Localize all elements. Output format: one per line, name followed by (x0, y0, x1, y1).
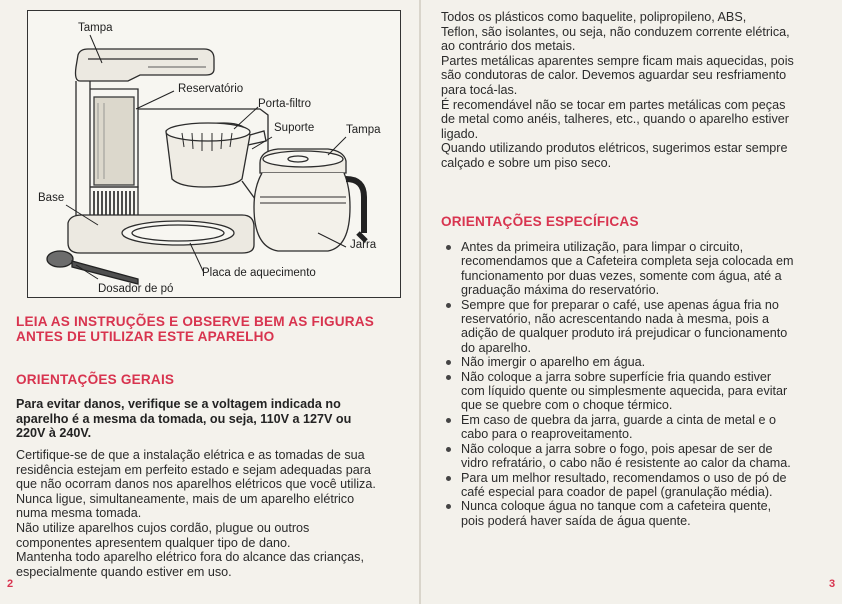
bullet-line: Não imergir o aparelho em água. (461, 355, 646, 370)
left-page (0, 0, 419, 604)
bullet-dot-icon (446, 447, 451, 452)
bullet-line: vidro refratário, o cabo não é resistente ao calor da chama. (461, 456, 791, 471)
label-tampa-jarra: Tampa (346, 124, 381, 136)
bullet-dot-icon (446, 418, 451, 423)
bullet-line: Para um melhor resultado, recomendamos o uso de pó de (461, 470, 787, 485)
bullet-line: adição de qualquer produto irá prejudicar o funcionamento (461, 326, 788, 341)
bullet-line: Não coloque a jarra sobre o fogo, pois apesar de ser de (461, 441, 773, 456)
coffee-maker-illustration (28, 11, 400, 297)
warning-heading: LEIA AS INSTRUÇÕES E OBSERVE BEM AS FIGURAS ANTES DE UTILIZAR ESTE APARELHO (16, 314, 375, 344)
bullet-line: recomendamos que a Cafeteira completa seja colocada em (461, 254, 794, 269)
bullet-line: pois poderá haver saída de água quente. (461, 513, 691, 528)
page-number-right: 3 (829, 578, 836, 590)
label-reservatorio: Reservatório (178, 83, 244, 95)
bullet-line: que se quebre com o choque térmico. (461, 398, 673, 413)
label-tampa-top: Tampa (78, 22, 113, 34)
intro-line: ligado. (441, 126, 479, 141)
intro-line: ao contrário dos metais. (441, 39, 576, 54)
label-dosador: Dosador de pó (98, 283, 174, 295)
intro-line: Partes metálicas aparentes sempre ficam mais aquecidas, pois (441, 53, 794, 68)
bullet-item (441, 298, 821, 356)
intro-paragraph (441, 10, 833, 171)
bullet-item (441, 499, 821, 528)
voltage-warning: Para evitar danos, verifique se a voltagem indicada no aparelho é a mesma da tomada, ou seja, 110V a 127V ou 220V à 240V. (16, 397, 352, 441)
specific-bullet-list (441, 240, 821, 528)
intro-line: calçado e sobre um piso seco. (441, 155, 612, 170)
label-suporte: Suporte (274, 122, 315, 134)
label-base: Base (38, 192, 65, 204)
bullet-item (441, 240, 821, 298)
intro-line: Teflon, são isolantes, ou seja, não conduzem corrente elétrica, (441, 24, 790, 39)
intro-line: para tocá-las. (441, 82, 518, 97)
intro-line: É recomendável não se tocar em partes metálicas com peças (441, 97, 786, 112)
bullet-dot-icon (446, 360, 451, 365)
bullet-dot-icon (446, 476, 451, 481)
intro-line: Quando utilizando produtos elétricos, sugerimos estar sempre (441, 141, 788, 156)
bullet-dot-icon (446, 375, 451, 380)
label-placa: Placa de aquecimento (202, 267, 316, 279)
bullet-item (441, 355, 821, 369)
label-jarra: Jarra (350, 239, 377, 251)
general-paragraphs: Certifique-se de que a instalação elétrica e as tomadas de sua residência estejam em perfeito estado e sejam adequadas para que não ocorram danos nos aparelhos elétricos que você utiliza. Nunca ligue, simultaneamente, mais de um aparelho elétrico numa mesma tomada. Não utilize aparelhos cujos cordão, plugue ou outros componentes apresentem qualquer tipo de dano. Mantenha todo aparelho elétrico fora do alcance das crianças, especialmente quando estiver em uso. (16, 448, 376, 579)
bullet-line: café especial para coador de papel (granulação média). (461, 484, 773, 499)
bullet-item (441, 471, 821, 500)
bullet-line: Antes da primeira utilização, para limpar o circuito, (461, 240, 744, 254)
label-porta-filtro: Porta-filtro (258, 98, 312, 110)
specific-heading: ORIENTAÇÕES ESPECÍFICAS (441, 214, 639, 229)
bullet-line: Não coloque a jarra sobre superfície fria quando estiver (461, 369, 772, 384)
bullet-line: funcionamento por duas vezes, somente com água, até a (461, 268, 782, 283)
bullet-item (441, 413, 821, 442)
intro-line: de metal como anéis, talheres, etc., quando o aparelho estiver (441, 112, 789, 127)
bullet-line: reservatório, não acrescentando nada à mesma, pois a (461, 312, 770, 327)
bullet-line: Sempre que for preparar o café, use apenas água fria no (461, 297, 779, 312)
bullet-item (441, 370, 821, 413)
page-number-left: 2 (7, 578, 14, 590)
bullet-line: Nunca coloque água no tanque com a cafeteira quente, (461, 499, 772, 514)
bullet-line: do aparelho. (461, 340, 532, 355)
bullet-item (441, 442, 821, 471)
bullet-line: Em caso de quebra da jarra, guarde a cinta de metal e o (461, 412, 777, 427)
bullet-dot-icon (446, 504, 451, 509)
bullet-dot-icon (446, 303, 451, 308)
coffee-maker-diagram (27, 10, 401, 298)
general-heading: ORIENTAÇÕES GERAIS (16, 372, 175, 387)
bullet-line: graduação máxima do reservatório. (461, 283, 660, 298)
bullet-line: cabo para o reaproveitamento. (461, 427, 633, 442)
bullet-line: com líquido quente ou simplesmente aquecida, para evitar (461, 384, 788, 399)
bullet-dot-icon (446, 245, 451, 250)
intro-line: são condutoras de calor. Devemos aguardar seu resfriamento (441, 68, 787, 83)
intro-line: Todos os plásticos como baquelite, polipropileno, ABS, (441, 10, 747, 24)
